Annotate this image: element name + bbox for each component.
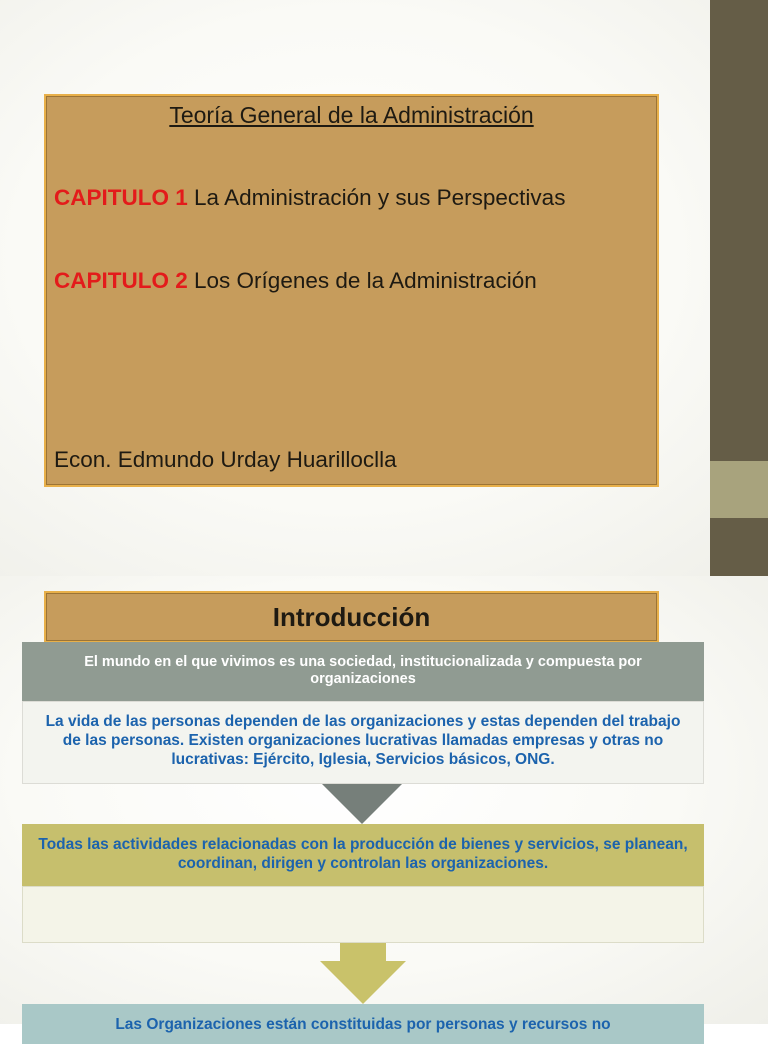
- down-arrow-icon: [320, 943, 406, 1004]
- chapter-2-title: Los Orígenes de la Administración: [194, 268, 537, 293]
- society-statement: El mundo en el que vivimos es una sociedad, institucionalizada y compuesta por organizaciones: [22, 642, 704, 701]
- introduction-header: [44, 591, 659, 643]
- course-title: Teoría General de la Administración: [169, 102, 534, 128]
- author-name: Econ. Edmundo Urday Huarilloclla: [54, 447, 397, 472]
- sidebar-accent: [710, 461, 768, 518]
- chapter-1-label: CAPITULO 1: [54, 185, 188, 210]
- introduction-slide: [0, 576, 768, 1033]
- down-arrow-icon: [322, 784, 402, 824]
- resources-statement: Las Organizaciones están constituidas por personas y recursos no: [22, 1004, 704, 1044]
- introduction-title: Introducción: [272, 602, 431, 632]
- empty-band: [22, 886, 704, 943]
- chapter-1-title: La Administración y sus Perspectivas: [194, 185, 566, 210]
- chapter-1-line: [54, 185, 565, 211]
- title-box: [44, 94, 659, 487]
- activities-statement: Todas las actividades relacionadas con la producción de bienes y servicios, se planean, coordinan, dirigen y controlan las organizaciones.: [22, 824, 704, 886]
- chapter-2-line: [54, 268, 537, 294]
- chapter-2-label: CAPITULO 2: [54, 268, 188, 293]
- organizations-statement: La vida de las personas dependen de las organizaciones y estas dependen del trabajo de las personas. Existen organizaciones lucrativas llamadas empresas y otras no lucrativas: Ejército, Iglesia, Servicios básicos, ONG.: [22, 701, 704, 784]
